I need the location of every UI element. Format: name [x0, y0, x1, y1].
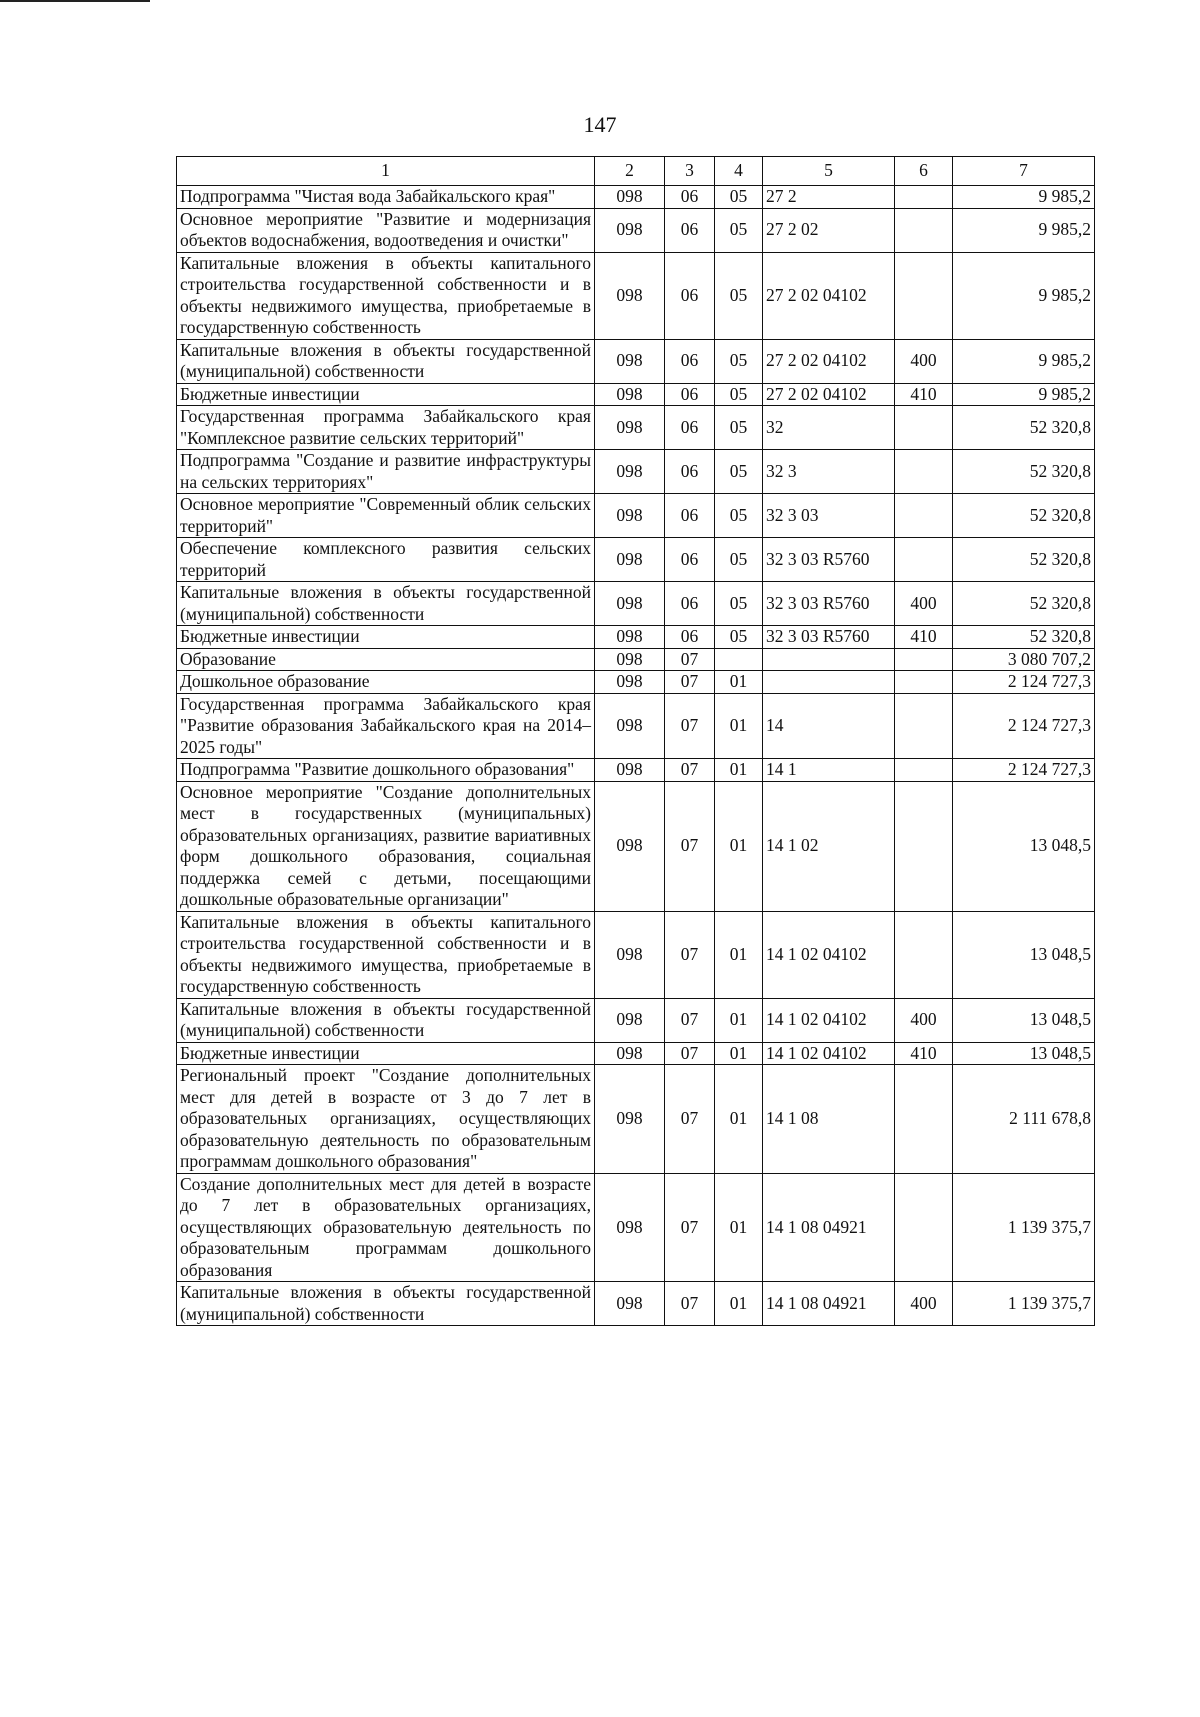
- subsection-code-cell: 05: [715, 383, 763, 406]
- item-name-cell: Капитальные вложения в объекты капитального строительства государственной собственности и в объекты недвижимого имущества, приобретаемые в государственную собственность: [177, 252, 595, 339]
- item-name-cell: Основное мероприятие "Развитие и модернизация объектов водоснабжения, водоотведения и очистки": [177, 208, 595, 252]
- table-row: [177, 406, 1095, 450]
- item-name-cell: Подпрограмма "Развитие дошкольного образования": [177, 759, 595, 782]
- header-cell: 3: [665, 157, 715, 186]
- table-row: [177, 671, 1095, 694]
- table-row: [177, 626, 1095, 649]
- section-code-cell: 07: [665, 693, 715, 759]
- table-header-row: [177, 157, 1095, 186]
- expense-type-cell: [895, 406, 953, 450]
- subsection-code-cell: 05: [715, 208, 763, 252]
- table-row: [177, 339, 1095, 383]
- section-code-cell: 06: [665, 406, 715, 450]
- ministry-code-cell: 098: [595, 494, 665, 538]
- amount-cell: 2 111 678,8: [953, 1065, 1095, 1174]
- section-code-cell: 06: [665, 383, 715, 406]
- ministry-code-cell: 098: [595, 252, 665, 339]
- amount-cell: 9 985,2: [953, 252, 1095, 339]
- amount-cell: 13 048,5: [953, 998, 1095, 1042]
- section-code-cell: 07: [665, 648, 715, 671]
- target-article-cell: 14 1 02 04102: [763, 911, 895, 998]
- target-article-cell: 32 3 03 R5760: [763, 582, 895, 626]
- item-name-cell: Бюджетные инвестиции: [177, 626, 595, 649]
- table-row: [177, 1042, 1095, 1065]
- subsection-code-cell: 01: [715, 1065, 763, 1174]
- ministry-code-cell: 098: [595, 406, 665, 450]
- subsection-code-cell: 01: [715, 1282, 763, 1326]
- item-name-cell: Капитальные вложения в объекты государственной (муниципальной) собственности: [177, 998, 595, 1042]
- amount-cell: 13 048,5: [953, 911, 1095, 998]
- table-row: [177, 538, 1095, 582]
- table-row: [177, 1173, 1095, 1282]
- page-number: 147: [583, 112, 617, 137]
- header-cell: 4: [715, 157, 763, 186]
- expense-type-cell: [895, 759, 953, 782]
- item-name-cell: Бюджетные инвестиции: [177, 383, 595, 406]
- amount-cell: 52 320,8: [953, 494, 1095, 538]
- item-name-cell: Капитальные вложения в объекты государственной (муниципальной) собственности: [177, 339, 595, 383]
- top-left-rule: [0, 0, 150, 2]
- target-article-cell: 14 1 02: [763, 781, 895, 911]
- expense-type-cell: [895, 911, 953, 998]
- table-row: [177, 582, 1095, 626]
- subsection-code-cell: 05: [715, 252, 763, 339]
- expense-type-cell: [895, 1065, 953, 1174]
- section-code-cell: 07: [665, 1282, 715, 1326]
- expense-type-cell: [895, 494, 953, 538]
- item-name-cell: Капитальные вложения в объекты государственной (муниципальной) собственности: [177, 582, 595, 626]
- target-article-cell: 27 2 02: [763, 208, 895, 252]
- table-row: [177, 383, 1095, 406]
- table-row: [177, 450, 1095, 494]
- item-name-cell: Государственная программа Забайкальского края "Развитие образования Забайкальского края на 2014–2025 годы": [177, 693, 595, 759]
- item-name-cell: Подпрограмма "Создание и развитие инфраструктуры на сельских территориях": [177, 450, 595, 494]
- subsection-code-cell: [715, 648, 763, 671]
- expense-type-cell: [895, 252, 953, 339]
- expense-type-cell: [895, 538, 953, 582]
- expense-type-cell: [895, 450, 953, 494]
- expense-type-cell: [895, 186, 953, 209]
- section-code-cell: 07: [665, 911, 715, 998]
- budget-table: [176, 156, 1095, 1326]
- table-body: [177, 186, 1095, 1326]
- expense-type-cell: [895, 648, 953, 671]
- section-code-cell: 06: [665, 252, 715, 339]
- subsection-code-cell: 05: [715, 538, 763, 582]
- section-code-cell: 07: [665, 671, 715, 694]
- target-article-cell: 14 1 02 04102: [763, 1042, 895, 1065]
- section-code-cell: 06: [665, 538, 715, 582]
- table-row: [177, 781, 1095, 911]
- target-article-cell: 27 2 02 04102: [763, 252, 895, 339]
- section-code-cell: 07: [665, 1065, 715, 1174]
- target-article-cell: 32: [763, 406, 895, 450]
- subsection-code-cell: 01: [715, 759, 763, 782]
- ministry-code-cell: 098: [595, 759, 665, 782]
- section-code-cell: 07: [665, 781, 715, 911]
- expense-type-cell: 410: [895, 626, 953, 649]
- item-name-cell: Региональный проект "Создание дополнительных мест для детей в возрасте от 3 до 7 лет в образовательных организациях, осуществляющих образовательную деятельность по образовательным программам дошкольного образования": [177, 1065, 595, 1174]
- item-name-cell: Подпрограмма "Чистая вода Забайкальского края": [177, 186, 595, 209]
- section-code-cell: 06: [665, 582, 715, 626]
- subsection-code-cell: 01: [715, 911, 763, 998]
- amount-cell: 9 985,2: [953, 208, 1095, 252]
- ministry-code-cell: 098: [595, 339, 665, 383]
- item-name-cell: Государственная программа Забайкальского края "Комплексное развитие сельских территорий": [177, 406, 595, 450]
- expense-type-cell: [895, 671, 953, 694]
- ministry-code-cell: 098: [595, 186, 665, 209]
- expense-type-cell: [895, 1173, 953, 1282]
- target-article-cell: 32 3 03 R5760: [763, 538, 895, 582]
- expense-type-cell: [895, 781, 953, 911]
- item-name-cell: Бюджетные инвестиции: [177, 1042, 595, 1065]
- ministry-code-cell: 098: [595, 1065, 665, 1174]
- target-article-cell: 27 2 02 04102: [763, 383, 895, 406]
- subsection-code-cell: 05: [715, 339, 763, 383]
- ministry-code-cell: 098: [595, 538, 665, 582]
- ministry-code-cell: 098: [595, 582, 665, 626]
- header-cell: 1: [177, 157, 595, 186]
- table-row: [177, 998, 1095, 1042]
- table-row: [177, 494, 1095, 538]
- header-cell: 7: [953, 157, 1095, 186]
- amount-cell: 13 048,5: [953, 781, 1095, 911]
- target-article-cell: 14 1 08: [763, 1065, 895, 1174]
- amount-cell: 2 124 727,3: [953, 671, 1095, 694]
- item-name-cell: Образование: [177, 648, 595, 671]
- header-cell: 2: [595, 157, 665, 186]
- section-code-cell: 06: [665, 339, 715, 383]
- header-cell: 6: [895, 157, 953, 186]
- target-article-cell: 14 1 02 04102: [763, 998, 895, 1042]
- table-row: [177, 252, 1095, 339]
- target-article-cell: 14 1: [763, 759, 895, 782]
- amount-cell: 52 320,8: [953, 406, 1095, 450]
- item-name-cell: Обеспечение комплексного развития сельских территорий: [177, 538, 595, 582]
- expense-type-cell: [895, 693, 953, 759]
- amount-cell: 3 080 707,2: [953, 648, 1095, 671]
- table-row: [177, 693, 1095, 759]
- amount-cell: 1 139 375,7: [953, 1282, 1095, 1326]
- section-code-cell: 06: [665, 450, 715, 494]
- subsection-code-cell: 05: [715, 582, 763, 626]
- table-row: [177, 1282, 1095, 1326]
- section-code-cell: 06: [665, 494, 715, 538]
- ministry-code-cell: 098: [595, 1042, 665, 1065]
- item-name-cell: Капитальные вложения в объекты капитального строительства государственной собственности и в объекты недвижимого имущества, приобретаемые в государственную собственность: [177, 911, 595, 998]
- target-article-cell: 14 1 08 04921: [763, 1173, 895, 1282]
- amount-cell: 52 320,8: [953, 538, 1095, 582]
- expense-type-cell: 400: [895, 1282, 953, 1326]
- item-name-cell: Основное мероприятие "Создание дополнительных мест в государственных (муниципальных) образовательных организациях, развитие вариативных форм дошкольного образования, социальная поддержка семей с детьми, посещающими дошкольные образовательные организации": [177, 781, 595, 911]
- amount-cell: 2 124 727,3: [953, 693, 1095, 759]
- ministry-code-cell: 098: [595, 671, 665, 694]
- amount-cell: 13 048,5: [953, 1042, 1095, 1065]
- ministry-code-cell: 098: [595, 911, 665, 998]
- ministry-code-cell: 098: [595, 450, 665, 494]
- amount-cell: 52 320,8: [953, 450, 1095, 494]
- subsection-code-cell: 01: [715, 693, 763, 759]
- target-article-cell: 32 3 03 R5760: [763, 626, 895, 649]
- ministry-code-cell: 098: [595, 383, 665, 406]
- subsection-code-cell: 05: [715, 626, 763, 649]
- item-name-cell: Капитальные вложения в объекты государственной (муниципальной) собственности: [177, 1282, 595, 1326]
- table-row: [177, 759, 1095, 782]
- expense-type-cell: [895, 208, 953, 252]
- section-code-cell: 06: [665, 186, 715, 209]
- subsection-code-cell: 01: [715, 781, 763, 911]
- subsection-code-cell: 01: [715, 671, 763, 694]
- table-row: [177, 208, 1095, 252]
- subsection-code-cell: 05: [715, 406, 763, 450]
- amount-cell: 9 985,2: [953, 383, 1095, 406]
- subsection-code-cell: 05: [715, 494, 763, 538]
- subsection-code-cell: 05: [715, 450, 763, 494]
- expense-type-cell: 410: [895, 383, 953, 406]
- subsection-code-cell: 01: [715, 998, 763, 1042]
- item-name-cell: Создание дополнительных мест для детей в возрасте до 7 лет в образовательных организациях, осуществляющих образовательную деятельность по образовательным программам дошкольного образования: [177, 1173, 595, 1282]
- ministry-code-cell: 098: [595, 208, 665, 252]
- table-row: [177, 911, 1095, 998]
- amount-cell: 2 124 727,3: [953, 759, 1095, 782]
- subsection-code-cell: 05: [715, 186, 763, 209]
- ministry-code-cell: 098: [595, 626, 665, 649]
- expense-type-cell: 400: [895, 582, 953, 626]
- ministry-code-cell: 098: [595, 693, 665, 759]
- amount-cell: 9 985,2: [953, 339, 1095, 383]
- target-article-cell: 27 2: [763, 186, 895, 209]
- amount-cell: 1 139 375,7: [953, 1173, 1095, 1282]
- table-row: [177, 1065, 1095, 1174]
- section-code-cell: 06: [665, 626, 715, 649]
- section-code-cell: 07: [665, 1042, 715, 1065]
- target-article-cell: 27 2 02 04102: [763, 339, 895, 383]
- expense-type-cell: 400: [895, 339, 953, 383]
- ministry-code-cell: 098: [595, 998, 665, 1042]
- target-article-cell: [763, 671, 895, 694]
- ministry-code-cell: 098: [595, 648, 665, 671]
- table-row: [177, 186, 1095, 209]
- subsection-code-cell: 01: [715, 1173, 763, 1282]
- target-article-cell: 14 1 08 04921: [763, 1282, 895, 1326]
- section-code-cell: 07: [665, 759, 715, 782]
- expense-type-cell: 410: [895, 1042, 953, 1065]
- amount-cell: 9 985,2: [953, 186, 1095, 209]
- section-code-cell: 07: [665, 1173, 715, 1282]
- target-article-cell: 32 3 03: [763, 494, 895, 538]
- section-code-cell: 07: [665, 998, 715, 1042]
- subsection-code-cell: 01: [715, 1042, 763, 1065]
- item-name-cell: Основное мероприятие "Современный облик сельских территорий": [177, 494, 595, 538]
- target-article-cell: 32 3: [763, 450, 895, 494]
- ministry-code-cell: 098: [595, 1173, 665, 1282]
- table-row: [177, 648, 1095, 671]
- section-code-cell: 06: [665, 208, 715, 252]
- item-name-cell: Дошкольное образование: [177, 671, 595, 694]
- target-article-cell: [763, 648, 895, 671]
- amount-cell: 52 320,8: [953, 582, 1095, 626]
- ministry-code-cell: 098: [595, 1282, 665, 1326]
- expense-type-cell: 400: [895, 998, 953, 1042]
- ministry-code-cell: 098: [595, 781, 665, 911]
- target-article-cell: 14: [763, 693, 895, 759]
- amount-cell: 52 320,8: [953, 626, 1095, 649]
- header-cell: 5: [763, 157, 895, 186]
